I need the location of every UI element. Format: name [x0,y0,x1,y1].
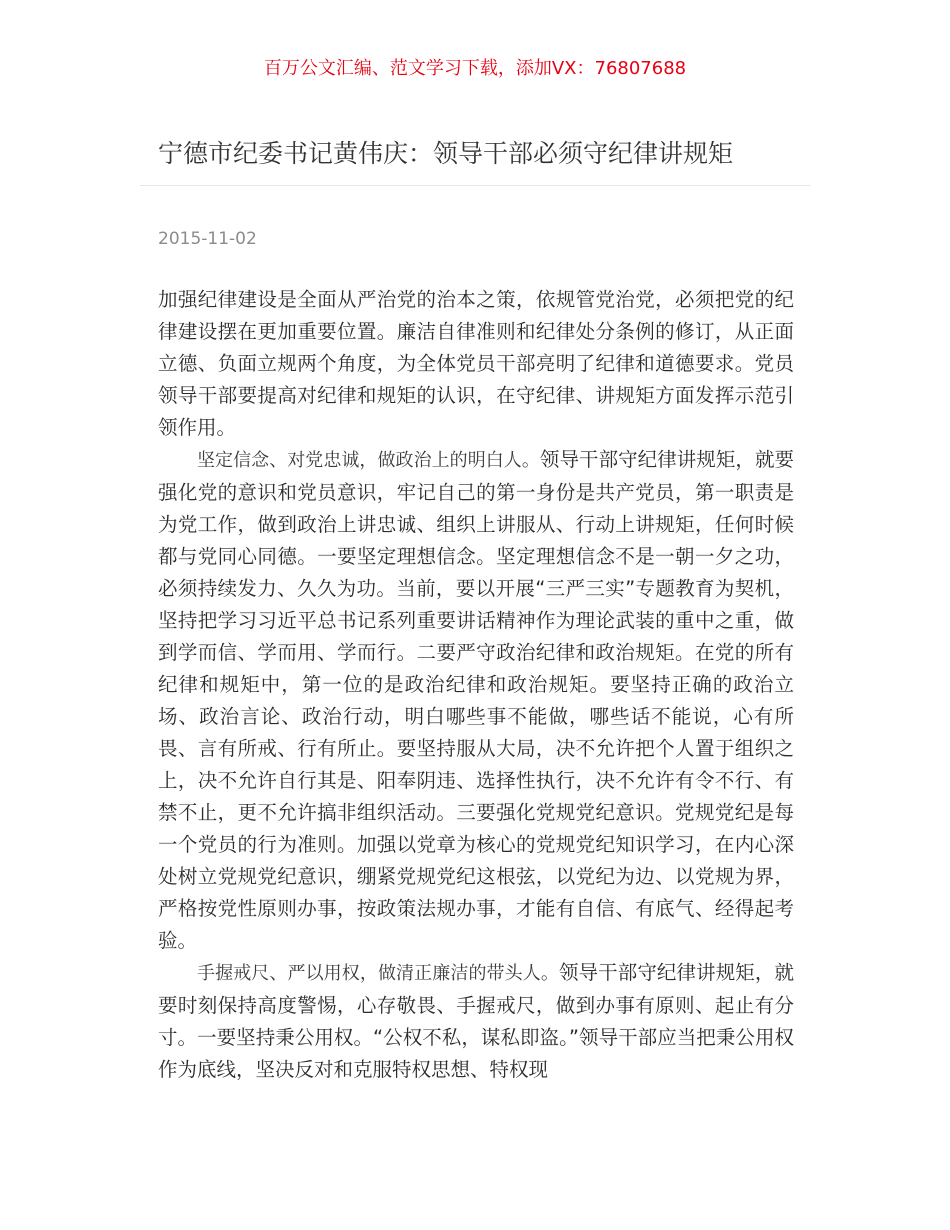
publish-date: 2015-11-02 [158,229,257,249]
paragraph-3-text: 领导干部守纪律讲规矩，就要时刻保持高度警惕，心存敬畏、手握戒尺，做到办事有原则、起止有分寸。一要坚持秉公用权。“公权不私，谋私即盗。”领导干部应当把秉公用权作为底线，坚决反对和克服特权思想、特权现 [158,961,794,1081]
paragraph-2-lead: 坚定信念、对党忠诚，做政治上的明白人。 [197,450,540,471]
paragraph-1 [158,284,794,444]
article-title: 宁德市纪委书记黄伟庆：领导干部必须守纪律讲规矩 [158,139,734,168]
paragraph-2 [158,444,794,957]
paragraph-1-text: 加强纪律建设是全面从严治党的治本之策，依规管党治党，必须把党的纪律建设摆在更加重要位置。廉洁自律准则和纪律处分条例的修订，从正面立德、负面立规两个角度，为全体党员干部亮明了纪律和道德要求。党员领导干部要提高对纪律和规矩的认识，在守纪律、讲规矩方面发挥示范引领作用。 [158,288,794,439]
paragraph-3-lead: 手握戒尺、严以用权，做清正廉洁的带头人。 [197,963,559,984]
watermark-banner: 百万公文汇编、范文学习下载，添加VX：76807688 [263,58,687,79]
paragraph-2-text: 领导干部守纪律讲规矩，就要强化党的意识和党员意识，牢记自己的第一身份是共产党员，第一职责是为党工作，做到政治上讲忠诚、组织上讲服从、行动上讲规矩，任何时候都与党同心同德。一要坚定理想信念。坚定理想信念不是一朝一夕之功，必须持续发力、久久为功。当前，要以开展“三严三实”专题教育为契机，坚持把学习习近平总书记系列重要讲话精神作为理论武装的重中之重，做到学而信、学而用、学而行。二要严守政治纪律和政治规矩。在党的所有纪律和规矩中，第一位的是政治纪律和政治规矩。要坚持正确的政治立场、政治言论、政治行动，明白哪些事不能做，哪些话不能说，心有所畏、言有所戒、行有所止。要坚持服从大局，决不允许把个人置于组织之上，决不允许自行其是、阳奉阴违、选择性执行，决不允许有令不行、有禁不止，更不允许搞非组织活动。三要强化党规党纪意识。党规党纪是每一个党员的行为准则。加强以党章为核心的党规党纪知识学习，在内心深处树立党规党纪意识，绷紧党规党纪这根弦，以党纪为边、以党规为界，严格按党性原则办事，按政策法规办事，才能有自信、有底气、经得起考验。 [158,448,794,952]
paragraph-3 [158,957,794,1086]
title-divider [140,185,810,186]
article-body [158,284,794,1086]
